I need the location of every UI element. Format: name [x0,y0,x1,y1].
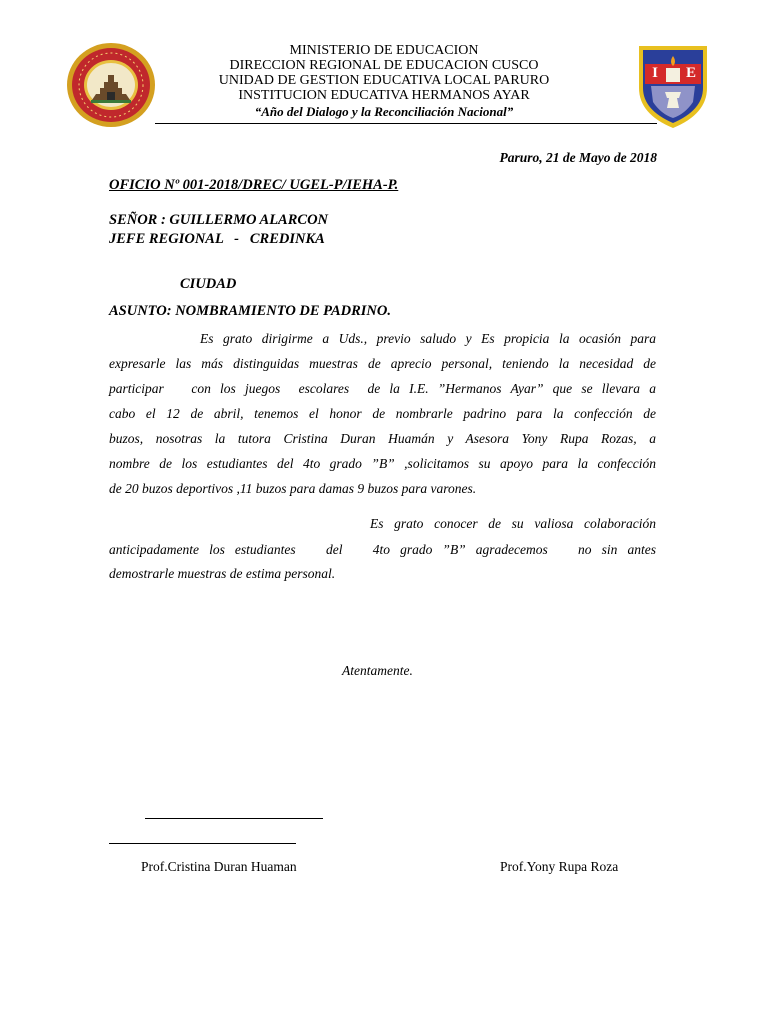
paragraph1-line6: nombre de los estudiantes del 4to grado ”B” ,solicitamos su apoyo para la confección [109,456,656,471]
signature-name-right: Prof.Yony Rupa Roza [500,859,619,874]
signature-line-upper [145,818,323,819]
recipient-position: JEFE REGIONAL - CREDINKA [109,231,325,247]
paragraph1-line7: de 20 buzos deportivos ,11 buzos para damas 9 buzos para varones. [109,481,477,496]
oficio-number: OFICIO Nº 001-2018/DREC/ UGEL-P/IEHA-P. [109,177,399,193]
header-ministry: MINISTERIO DE EDUCACION [289,43,479,58]
header-institution: INSTITUCION EDUCATIVA HERMANOS AYAR [238,88,530,103]
paragraph1-line5: buzos, nosotras la tutora Cristina Duran Huamán y Asesora Yony Rupa Rozas, a [109,431,656,446]
paragraph1-line4: cabo el 12 de abril, tenemos el honor de nombrarle padrino para la confección de [109,406,656,421]
paragraph1-line1: Es grato dirigirme a Uds., previo saludo y Es propicia la ocasión para [200,331,656,346]
paragraph2-line2: anticipadamente los estudiantes del 4to grado ”B” agradecemos no sin antes [109,542,656,557]
shield-letter-e: E [685,65,696,81]
shield-letter-i: I [652,65,658,81]
closing-salutation: Atentamente. [342,663,413,678]
paragraph1-line3: participar con los juegos escolares de la I.E. ”Hermanos Ayar” que se llevara a [109,381,656,396]
recipient-name: SEÑOR : GUILLERMO ALARCON [109,212,329,228]
header-divider [155,123,657,124]
header-regional-direction: DIRECCION REGIONAL DE EDUCACION CUSCO [229,58,539,73]
header-ugel: UNIDAD DE GESTION EDUCATIVA LOCAL PARURO [218,73,550,88]
signature-line-lower [109,843,296,844]
paragraph2-line3: demostrarle muestras de estima personal. [109,566,336,581]
letter-date: Paruro, 21 de Mayo de 2018 [499,150,657,165]
paragraph2-line1: Es grato conocer de su valiosa colaboración [370,516,656,531]
letter-subject: ASUNTO: NOMBRAMIENTO DE PADRINO. [109,303,391,319]
recipient-city: CIUDAD [180,276,237,292]
paragraph1-line2: expresarle las más distinguidas muestras de aprecio personal, teniendo la necesidad de [109,356,656,371]
signature-name-left: Prof.Cristina Duran Huaman [141,859,297,874]
header-motto: “Año del Dialogo y la Reconciliación Nacional” [254,104,514,119]
